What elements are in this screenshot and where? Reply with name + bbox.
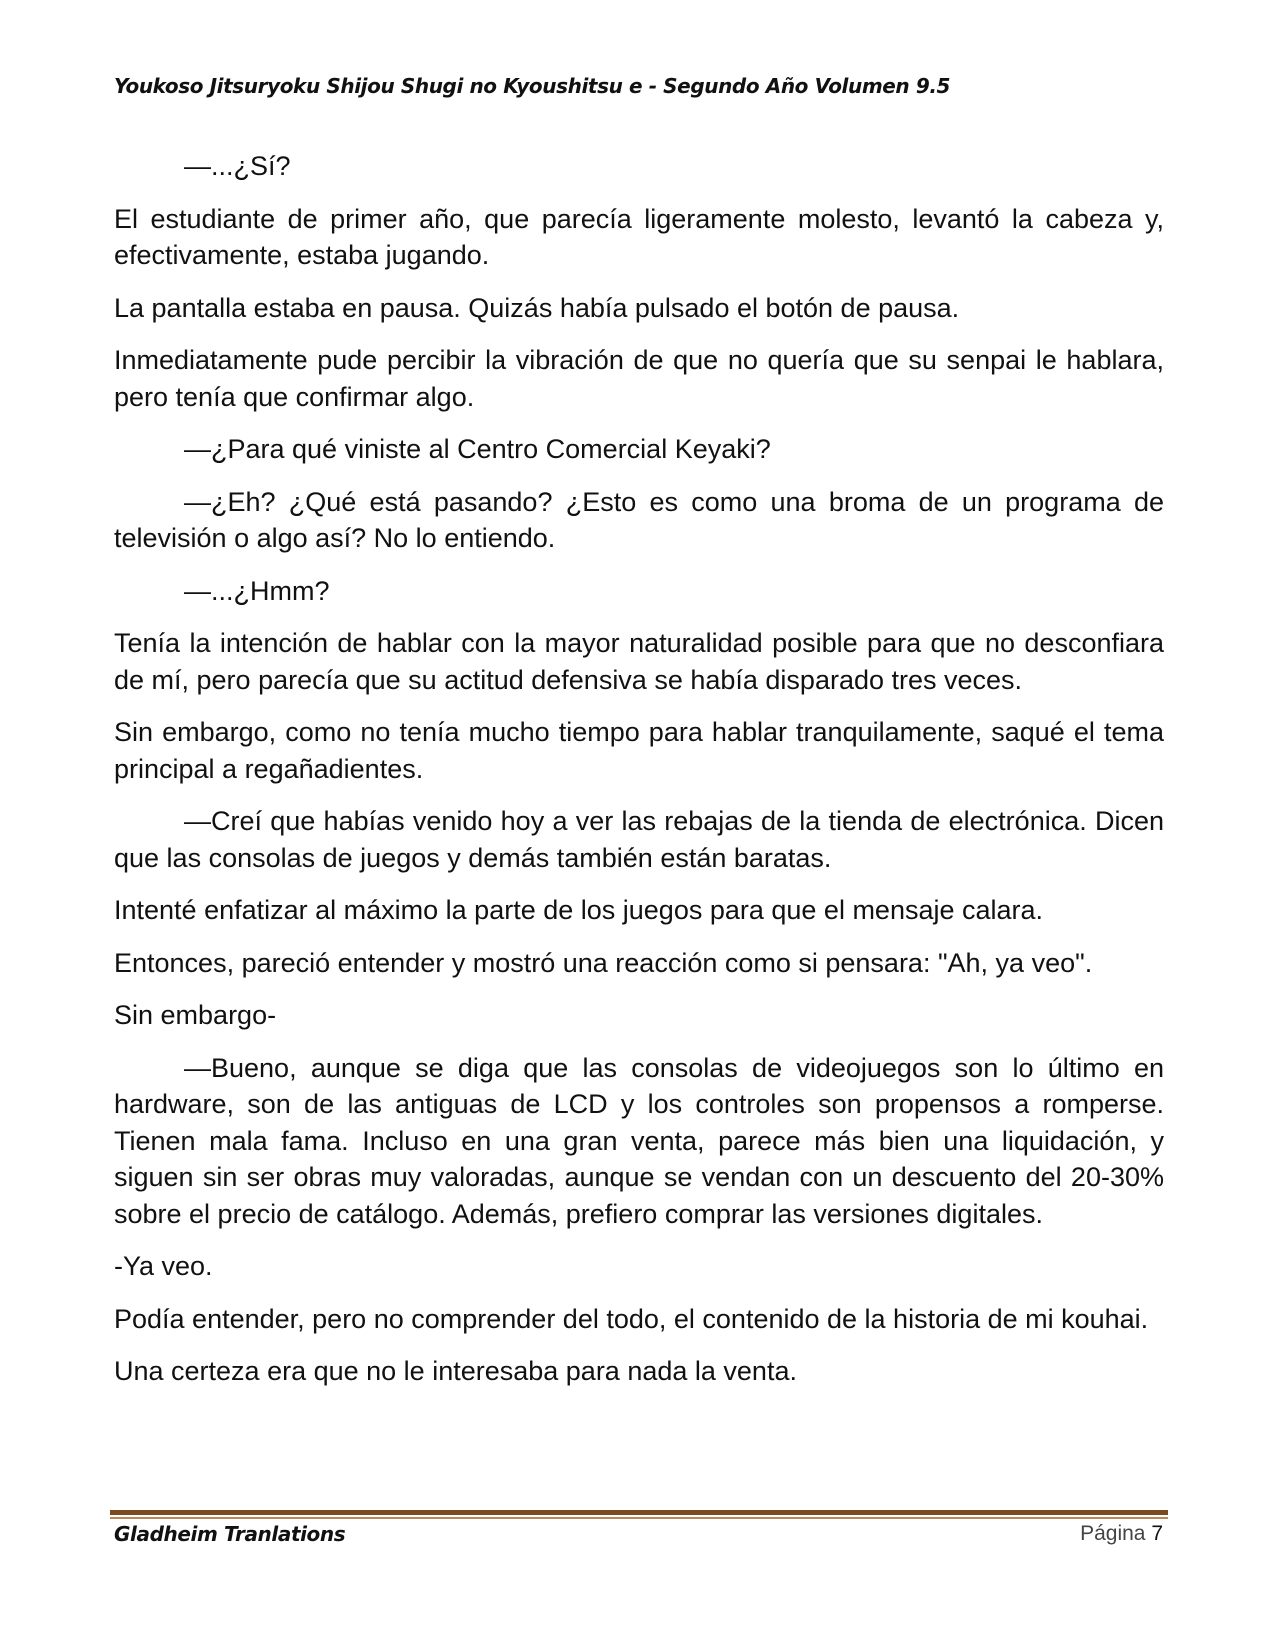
paragraph: Intenté enfatizar al máximo la parte de los juegos para que el mensaje calara.: [114, 895, 1044, 925]
footer-divider: [110, 1510, 1168, 1519]
paragraph: -Ya veo.: [114, 1251, 213, 1281]
paragraph: —Creí que habías venido hoy a ver las rebajas de la tienda de electrónica. Dicen que las consolas de juegos y demás también están baratas.: [114, 806, 1164, 873]
body-text: [114, 148, 1164, 1406]
footer-divider-thin: [110, 1517, 1168, 1519]
page-number-label: [1080, 1522, 1163, 1546]
paragraph: Inmediatamente pude percibir la vibración de que no quería que su senpai le hablara, pero tenía que confirmar algo.: [114, 345, 1164, 412]
page-header-title: Youkoso Jitsuryoku Shijou Shugi no Kyoushitsu e - Segundo Año Volumen 9.5: [114, 74, 951, 98]
paragraph: —¿Para qué viniste al Centro Comercial Keyaki?: [184, 434, 771, 464]
paragraph: Entonces, pareció entender y mostró una reacción como si pensara: "Ah, ya veo".: [114, 947, 1093, 978]
paragraph: —Bueno, aunque se diga que las consolas de videojuegos son lo último en hardware, son de las antiguas de LCD y los controles son propensos a romperse. Tienen mala fama. Incluso en una gran venta, parece más bien una liquidación, y siguen sin ser obras muy valoradas, aunque se vendan con un descuento del 20-30% sobre el precio de catálogo. Además, prefiero comprar las versiones digitales.: [114, 1052, 1164, 1229]
paragraph: La pantalla estaba en pausa. Quizás había pulsado el botón de pausa.: [114, 292, 960, 323]
paragraph: Podía entender, pero no comprender del todo, el contenido de la historia de mi kouhai.: [114, 1303, 1149, 1334]
paragraph: —...¿Hmm?: [184, 575, 330, 606]
page-number: 7: [1151, 1522, 1163, 1545]
paragraph: El estudiante de primer año, que parecía ligeramente molesto, levantó la cabeza y, efectivamente, estaba jugando.: [114, 203, 1164, 270]
paragraph: —...¿Sí?: [184, 151, 291, 181]
footer-divider-thick: [110, 1510, 1168, 1515]
paragraph: Tenía la intención de hablar con la mayor naturalidad posible para que no desconfiara de mí, pero parecía que su actitud defensiva se había disparado tres veces.: [114, 628, 1164, 695]
page-label: Página: [1080, 1522, 1146, 1545]
paragraph: Una certeza era que no le interesaba para nada la venta.: [114, 1356, 797, 1386]
footer-credit: Gladheim Tranlations: [114, 1522, 346, 1546]
paragraph: Sin embargo, como no tenía mucho tiempo para hablar tranquilamente, saqué el tema principal a regañadientes.: [114, 717, 1164, 784]
paragraph: —¿Eh? ¿Qué está pasando? ¿Esto es como una broma de un programa de televisión o algo así? No lo entiendo.: [114, 486, 1164, 553]
paragraph: Sin embargo-: [114, 1000, 277, 1030]
